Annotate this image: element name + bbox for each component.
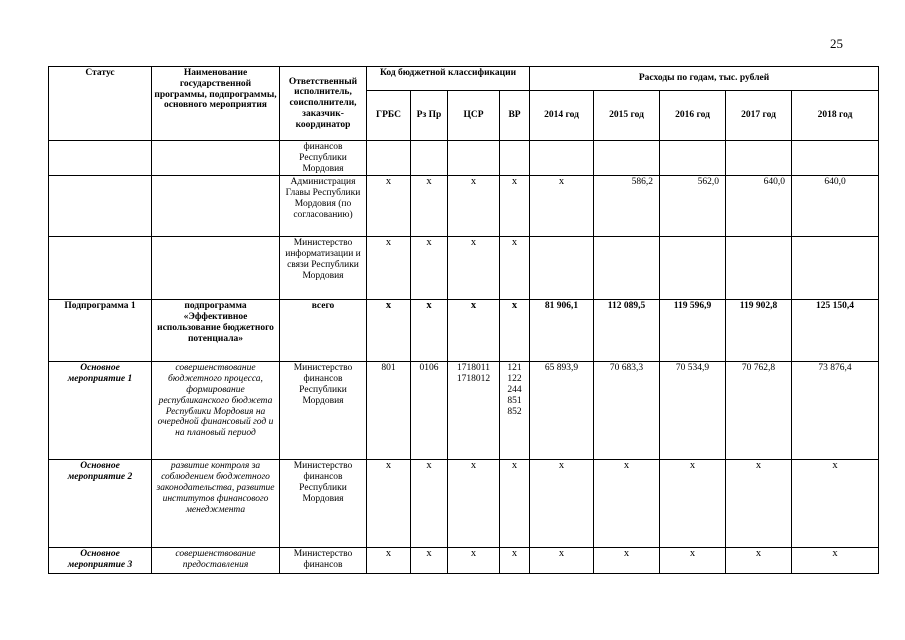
header-2017: 2017 год: [726, 91, 792, 141]
cell-2015: [594, 141, 660, 176]
table-row: [49, 460, 879, 548]
cell-rzpr: х: [411, 300, 448, 362]
header-grbs: ГРБС: [367, 91, 411, 141]
table-row: [49, 141, 879, 176]
cell-name: [152, 237, 280, 300]
header-2016: 2016 год: [660, 91, 726, 141]
cell-executor: Администрация Главы Республики Мордовия (по согласованию): [280, 176, 367, 237]
cell-status: [49, 141, 152, 176]
cell-vr: х: [500, 300, 530, 362]
cell-2016: [660, 237, 726, 300]
cell-executor: Министерство информатизации и связи Республики Мордовия: [280, 237, 367, 300]
cell-rzpr: х: [411, 176, 448, 237]
cell-2018: х: [792, 460, 879, 548]
cell-grbs: х: [367, 176, 411, 237]
header-executor: Ответственный исполнитель, соисполнители, заказчик-координатор: [280, 67, 367, 141]
cell-rzpr: х: [411, 548, 448, 574]
cell-csr: х: [448, 176, 500, 237]
cell-rzpr: 0106: [411, 362, 448, 460]
cell-2017: 640,0: [726, 176, 792, 237]
cell-executor: Министерство финансов Республики Мордовия: [280, 460, 367, 548]
cell-2016: х: [660, 460, 726, 548]
cell-2016: [660, 141, 726, 176]
header-status: Статус: [49, 67, 152, 141]
cell-status: [49, 176, 152, 237]
table-row: [49, 362, 879, 460]
cell-2015: 112 089,5: [594, 300, 660, 362]
cell-vr: [500, 141, 530, 176]
cell-vr: х: [500, 548, 530, 574]
cell-csr: х: [448, 237, 500, 300]
table-row: [49, 176, 879, 237]
cell-2016: 119 596,9: [660, 300, 726, 362]
cell-2017: 70 762,8: [726, 362, 792, 460]
table-row: [49, 300, 879, 362]
cell-csr: [448, 141, 500, 176]
cell-2017: [726, 237, 792, 300]
cell-name: [152, 176, 280, 237]
cell-name: совершенствование бюджетного процесса, формирование республиканского бюджета Республики Мордовия на очередной финансовый год и на плановый период: [152, 362, 280, 460]
cell-2017: [726, 141, 792, 176]
budget-table: [48, 66, 879, 574]
table-row: [49, 548, 879, 574]
cell-name: совершенствование предоставления: [152, 548, 280, 574]
cell-executor: финансов Республики Мордовия: [280, 141, 367, 176]
cell-status: [49, 237, 152, 300]
cell-2015: [594, 237, 660, 300]
cell-csr: 1718011 1718012: [448, 362, 500, 460]
cell-2016: х: [660, 548, 726, 574]
cell-rzpr: х: [411, 460, 448, 548]
header-vr: ВР: [500, 91, 530, 141]
cell-name: подпрограмма «Эффективное использование бюджетного потенциала»: [152, 300, 280, 362]
table-row: [49, 237, 879, 300]
cell-2016: 70 534,9: [660, 362, 726, 460]
header-2015: 2015 год: [594, 91, 660, 141]
cell-2017: 119 902,8: [726, 300, 792, 362]
header-2014: 2014 год: [530, 91, 594, 141]
cell-vr: 121 122 244 851 852: [500, 362, 530, 460]
cell-2016: 562,0: [660, 176, 726, 237]
cell-2015: 70 683,3: [594, 362, 660, 460]
cell-grbs: х: [367, 237, 411, 300]
cell-status: Подпрограмма 1: [49, 300, 152, 362]
cell-2018: [792, 141, 879, 176]
cell-executor: всего: [280, 300, 367, 362]
cell-2014: [530, 237, 594, 300]
cell-status: Основное мероприятие 2: [49, 460, 152, 548]
cell-2014: [530, 141, 594, 176]
cell-status: Основное мероприятие 1: [49, 362, 152, 460]
cell-csr: х: [448, 548, 500, 574]
cell-2018: [792, 237, 879, 300]
cell-2017: х: [726, 548, 792, 574]
cell-grbs: 801: [367, 362, 411, 460]
cell-csr: х: [448, 300, 500, 362]
header-rzpr: Рз Пр: [411, 91, 448, 141]
cell-2018: х: [792, 548, 879, 574]
cell-vr: х: [500, 176, 530, 237]
cell-grbs: [367, 141, 411, 176]
cell-2015: х: [594, 548, 660, 574]
cell-2014: 65 893,9: [530, 362, 594, 460]
cell-2014: х: [530, 548, 594, 574]
cell-executor: Министерство финансов: [280, 548, 367, 574]
cell-2014: х: [530, 176, 594, 237]
table-header: [49, 67, 879, 141]
cell-grbs: х: [367, 300, 411, 362]
cell-2018: 125 150,4: [792, 300, 879, 362]
header-name: Наименование государственной программы, подпрограммы, основного мероприятия: [152, 67, 280, 141]
cell-2018: 640,0: [792, 176, 879, 237]
cell-name: [152, 141, 280, 176]
cell-status: Основное мероприятие 3: [49, 548, 152, 574]
cell-2018: 73 876,4: [792, 362, 879, 460]
cell-2015: 586,2: [594, 176, 660, 237]
cell-grbs: х: [367, 460, 411, 548]
header-csr: ЦСР: [448, 91, 500, 141]
cell-2014: х: [530, 460, 594, 548]
page-number: 25: [830, 36, 843, 51]
cell-vr: х: [500, 460, 530, 548]
cell-name: развитие контроля за соблюдением бюджетного законодательства, развитие институтов финансового менеджмента: [152, 460, 280, 548]
cell-2017: х: [726, 460, 792, 548]
cell-vr: х: [500, 237, 530, 300]
cell-2015: х: [594, 460, 660, 548]
cell-rzpr: [411, 141, 448, 176]
header-code-group: Код бюджетной классификации: [367, 67, 530, 91]
cell-rzpr: х: [411, 237, 448, 300]
cell-executor: Министерство финансов Республики Мордовия: [280, 362, 367, 460]
cell-grbs: х: [367, 548, 411, 574]
header-expenses-group: Расходы по годам, тыс. рублей: [530, 67, 879, 91]
header-2018: 2018 год: [792, 91, 879, 141]
cell-2014: 81 906,1: [530, 300, 594, 362]
cell-csr: х: [448, 460, 500, 548]
